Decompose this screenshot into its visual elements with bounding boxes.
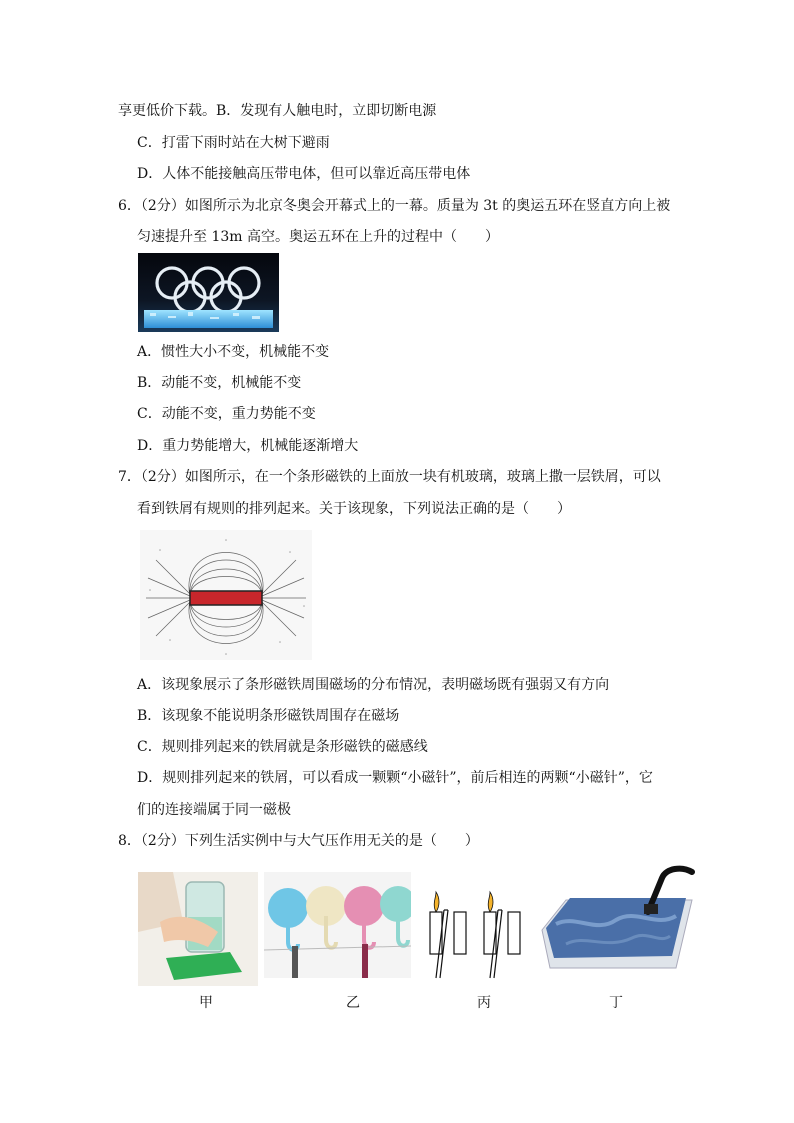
q7-option-b: B．该现象不能说明条形磁铁周围存在磁场 bbox=[137, 708, 400, 724]
diagram-candles bbox=[428, 890, 524, 980]
photo-cup-card bbox=[138, 872, 258, 986]
caption-jia: 甲 bbox=[199, 995, 213, 1011]
q7-option-d-line2: 们的连接端属于同一磁极 bbox=[137, 802, 291, 818]
q6-stem-line1: 6．（2分）如图所示为北京冬奥会开幕式上的一幕。质量为 3t 的奥运五环在竖直方向上被 bbox=[118, 198, 671, 214]
q7-stem-line1: 7．（2分）如图所示，在一个条形磁铁的上面放一块有机玻璃，玻璃上撒一层铁屑，可以 bbox=[118, 469, 661, 485]
caption-yi: 乙 bbox=[346, 995, 360, 1011]
q8-stem: 8．（2分）下列生活实例中与大气压作用无关的是（ ） bbox=[118, 833, 479, 849]
q7-option-a: A．该现象展示了条形磁铁周围磁场的分布情况，表明磁场既有强弱又有方向 bbox=[137, 677, 610, 693]
q6-option-b: B．动能不变，机械能不变 bbox=[137, 375, 302, 391]
q7-option-d-line1: D．规则排列起来的铁屑，可以看成一颗颗“小磁针”，前后相连的两颗“小磁针”，它 bbox=[137, 770, 653, 786]
q7-option-c: C．规则排列起来的铁屑就是条形磁铁的磁感线 bbox=[137, 739, 428, 755]
q6-option-a: A．惯性大小不变，机械能不变 bbox=[137, 344, 330, 360]
q7-stem-line2: 看到铁屑有规则的排列起来。关于该现象，下列说法正确的是（ ） bbox=[137, 501, 571, 517]
olympic-rings-photo bbox=[138, 253, 279, 332]
q6-stem-line2: 匀速提升至 13m 高空。奥运五环在上升的过程中（ ） bbox=[137, 229, 499, 245]
photo-vacuum-bag bbox=[536, 864, 696, 986]
caption-ding: 丁 bbox=[609, 995, 623, 1011]
q5-option-b-line: 享更低价下载。B．发现有人触电时，立即切断电源 bbox=[118, 103, 437, 119]
q6-option-d: D．重力势能增大，机械能逐渐增大 bbox=[137, 438, 359, 454]
iron-filings-magnet-photo bbox=[140, 530, 312, 660]
q5-option-c: C．打雷下雨时站在大树下避雨 bbox=[137, 135, 330, 151]
photo-suction-hooks bbox=[264, 872, 411, 978]
q5-option-d: D．人体不能接触高压带电体，但可以靠近高压带电体 bbox=[137, 166, 471, 182]
caption-bing: 丙 bbox=[477, 995, 491, 1011]
q6-option-c: C．动能不变，重力势能不变 bbox=[137, 406, 316, 422]
